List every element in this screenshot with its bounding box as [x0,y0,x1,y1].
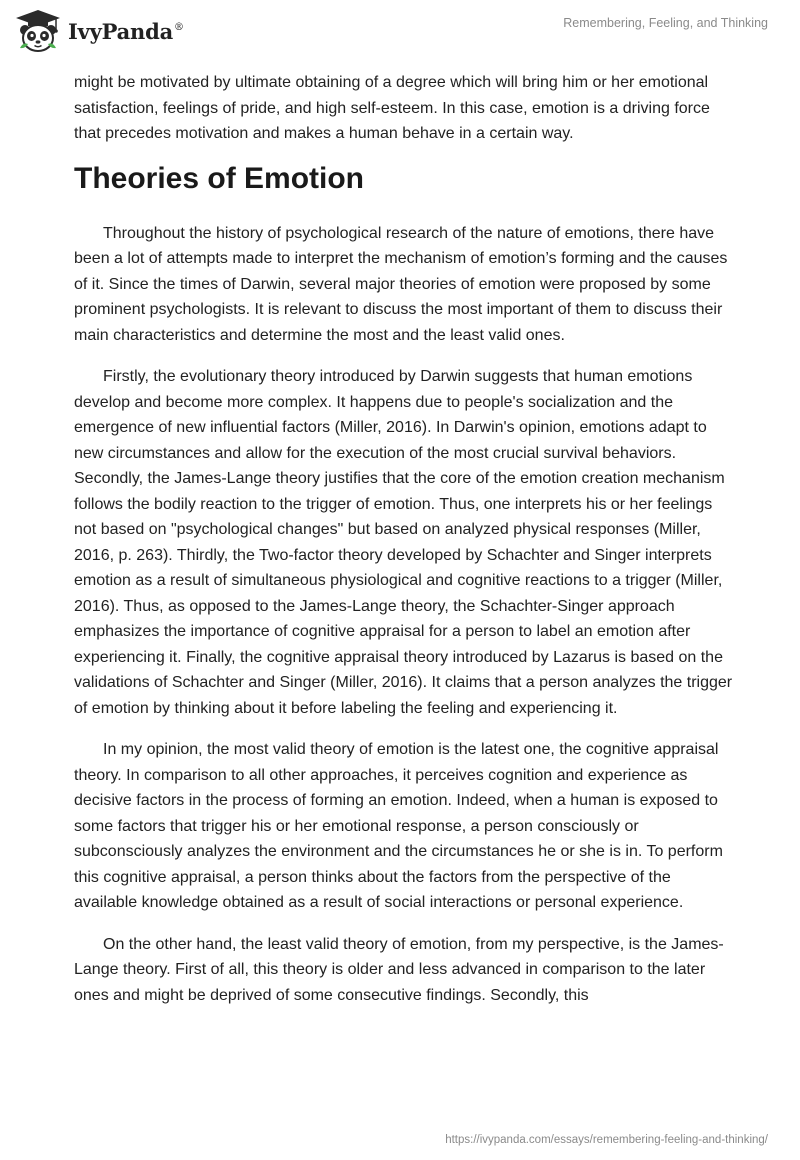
body-paragraph: Throughout the history of psychological research of the nature of emotions, there have been a lot of attempts made to interpret the mechanism of emotion’s forming and the causes of it. Since the times of Darwin, several major theories of emotion were proposed by some prominent psychologists. It is relevant to discuss the most important of them to discuss their main characteristics and determine the most and the least valid ones. [74,224,728,344]
panda-graduate-icon [14,8,62,54]
body-paragraph: Firstly, the evolutionary theory introduced by Darwin suggests that human emotions develop and become more complex. It happens due to people's socialization and the emergence of new influential factors (Miller, 2016). In Darwin's opinion, emotions adapt to new circumstances and allow for the execution of the most crucial survival behaviors. Secondly, the James-Lange theory justifies that the core of the emotion creation mechanism follows the bodily reaction to the trigger of emotion. Thus, one interprets his or her feelings not based on "psychological changes" but based on analyzed physical responses (Miller, 2016, p. 263). Thirdly, the Two-factor theory developed by Schachter and Singer interprets emotion as a result of simultaneous physiological and cognitive reactions to a trigger (Miller, 2016). Thus, as opposed to the James-Lange theory, the Schachter-Singer approach emphasizes the importance of cognitive appraisal for a person to label an emotion after experiencing it. Finally, the cognitive appraisal theory introduced by Lazarus is based on the validations of Schachter and Singer (Miller, 2016). It claims that a person analyzes the trigger of emotion by thinking about it before labeling the feeling and experiencing it. [74,368,733,717]
ivypanda-logo[interactable] [14,8,184,54]
section-heading: Theories of Emotion [74,161,365,195]
registered-mark: ® [174,21,184,33]
page-header [0,0,800,64]
running-title: Remembering, Feeling, and Thinking [563,16,768,30]
brand-name: IvyPanda® [68,18,184,44]
essay-content [74,70,734,1024]
source-url[interactable]: https://ivypanda.com/essays/remembering-feeling-and-thinking/ [445,1134,768,1146]
lead-paragraph: might be motivated by ultimate obtaining of a degree which will bring him or her emotional satisfaction, feelings of pride, and high self-esteem. In this case, emotion is a driving force that precedes motivation and makes a human behave in a certain way. [74,74,710,142]
body-paragraph: In my opinion, the most valid theory of emotion is the latest one, the cognitive appraisal theory. In comparison to all other approaches, it perceives cognition and experience as decisive factors in the process of forming an emotion. Indeed, when a human is exposed to some factors that trigger his or her emotional response, a person consciously or subconsciously analyzes the environment and the circumstances he or she is in. To perform this cognitive appraisal, a person thinks about the factors from the perspective of the available knowledge obtained as a result of social interactions or personal experience. [74,741,723,911]
body-paragraph: On the other hand, the least valid theory of emotion, from my perspective, is the James-Lange theory. First of all, this theory is older and less advanced in comparison to the later ones and might be deprived of some consecutive findings. Secondly, this [74,935,724,1004]
